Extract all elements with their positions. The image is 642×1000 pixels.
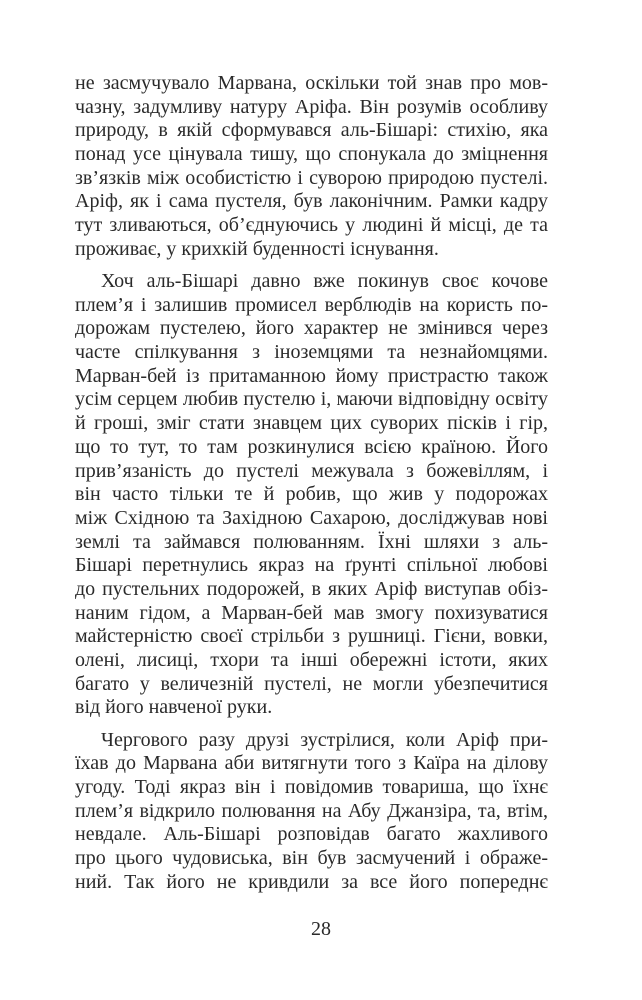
body-text [75, 72, 548, 903]
text-line: багато у величезній пустелі, не могли убезпечитися [75, 672, 548, 695]
text-line: олені, лисиці, тхори та інші обережні істоти, яких [75, 649, 548, 671]
text-line: Аріф, як і сама пустеля, був лаконічним. Рамки кадру [75, 190, 548, 213]
page-number: 28 [311, 918, 331, 940]
text-line: Бішарі перетнулись якраз на ґрунті спільної любові [75, 554, 548, 577]
text-line: проживає, у крихкій буденності існування. [75, 237, 439, 260]
text-line: ний. Так його не кривдили за все його попереднє [75, 870, 548, 893]
text-line: плем’я і залишив промисел верблюдів на користь по- [75, 293, 548, 316]
text-line: Чергового разу друзі зустрілися, коли Аріф при- [101, 728, 548, 751]
text-line: понад усе цінувала тишу, що спонукала до зміцнення [75, 143, 548, 166]
text-line: не засмучувало Марвана, оскільки той знав про мов- [75, 72, 548, 94]
text-line: майстерністю своєї стрільби з рушниці. Гієни, вовки, [75, 625, 548, 648]
text-line: дорожам пустелею, його характер не змінився через [75, 317, 548, 340]
text-line: їхав до Марвана аби витягнути того з Каїра на ділову [75, 752, 548, 775]
text-line: угоду. Тоді якраз він і повідомив товариша, що їхнє [75, 775, 548, 798]
text-line: чазну, задумливу натуру Аріфа. Він розумів особливу [75, 95, 548, 118]
text-line: природу, в якій сформувався аль-Бішарі: стихію, яка [75, 119, 548, 142]
text-line: часте спілкування з іноземцями та незнайомцями. [75, 341, 548, 364]
paragraph [75, 729, 548, 895]
text-line: усім серцем любив пустелю і, маючи відповідну освіту [75, 388, 548, 411]
text-line: прив’язаність до пустелі межувала з божевіллям, і [75, 459, 548, 482]
text-line: землі та займався полюванням. Їхні шляхи з аль- [75, 530, 548, 553]
text-line: між Східною та Західною Сахарою, досліджував нові [75, 506, 548, 529]
text-line: про цього чудовиська, він був засмучений і ображе- [75, 847, 548, 869]
text-line: він часто тільки те й робив, що жив у подорожах [75, 483, 548, 506]
text-line: тут зливаються, об’єднуючись у людині й місці, де та [75, 214, 548, 237]
text-line: до пустельних подорожей, в яких Аріф виступав обіз- [75, 577, 548, 600]
text-line: Марван-бей із притаманною йому пристрастю також [75, 364, 548, 387]
paragraph [75, 270, 548, 720]
text-line: наним гідом, а Марван-бей мав змогу похизуватися [75, 601, 548, 624]
text-line: плем’я відкрило полювання на Абу Джанзіра, та, втім, [75, 799, 548, 822]
text-line: зв’язків між особистістю і суворою природою пустелі. [75, 166, 548, 189]
paragraph [75, 72, 548, 262]
text-line: невдале. Аль-Бішарі розповідав багато жахливого [75, 823, 548, 846]
text-line: що то тут, то там розкинулися всією країною. Його [75, 435, 548, 458]
text-line: Хоч аль-Бішарі давно вже покинув своє кочове [101, 270, 548, 292]
text-line: й гроші, зміг стати знавцем цих суворих пісків і гір, [75, 412, 548, 435]
text-line: від його навченої руки. [75, 696, 273, 719]
